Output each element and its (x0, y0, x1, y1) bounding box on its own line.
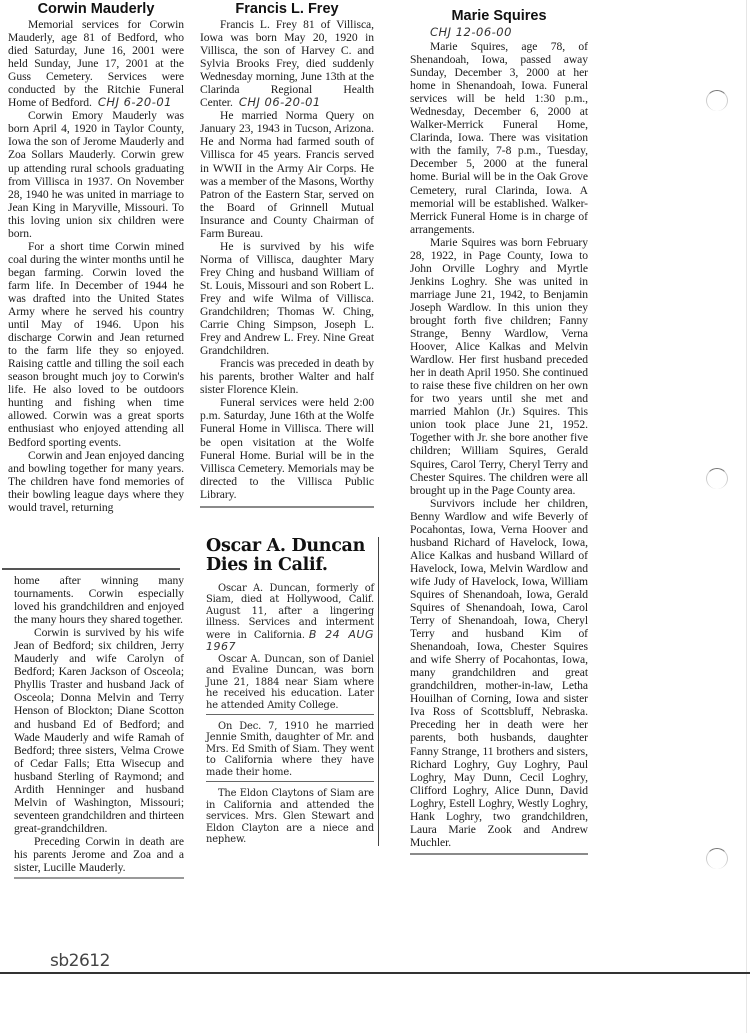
paragraph: He married Norma Query on January 23, 1943 in Tucson, Arizona. He and Norma had farmed south of Villisca for 45 years. Francis served in WWII in the Army Air Corps. He was a member of the Masons, Worthy Patron of the Eastern Star, served on the Board of Grinnell Mutual Insurance and County Chairman of Farm Bureau. (200, 109, 374, 240)
paragraph: Corwin Emory Mauderly was born April 4, 1920 in Taylor County, Iowa the son of Jerome Mauderly and Zoa Sollars Mauderly. Corwin grew up attending rural schools graduating from Villisca in 1937. On November 28, 1940 he was united in marriage to Jean King in Maryville, Missouri. To this loving union six children were born. (8, 109, 184, 240)
page-edge (746, 0, 747, 1033)
paragraph: Corwin and Jean enjoyed dancing and bowling together for many years. The children have fond memories of their bowling league days where they would travel, returning (8, 448, 184, 514)
paragraph (200, 18, 374, 109)
divider (206, 714, 374, 715)
paragraph (206, 583, 374, 654)
article-headline (206, 537, 374, 575)
paragraph-text: Memorial services for Corwin Mauderly, age 81 of Bedford, who died Saturday, June 16, 2001 were held Sunday, June 17, 2001 at the Guss Cemetery. Services were conducted by the Ritchie Funeral Home of Bedford. (8, 18, 184, 110)
paragraph: Marie Squires was born February 28, 1922, in Page County, Iowa to John Orville Loghry and Myrtle Jenkins Loghry. She was united in marriage June 21, 1942, to Benjamin Joseph Wardlow. In this union they brought forth five children; Fanny Strange, Benny Wardlow, Verna Hoover, Alice Kalkas and Melvin Wardlow. Her first husband preceded her in death April 1950. She continued to raise these five children on her own for two years until she met and married Mahlon (Jr.) Squires. This union took place June 21, 1952. Together with Jr. she bore another five children; William Squires, Gerald Squires, Carol Terry, Cheryl Terry and Chester Squires. The children were all brought up in the Page County area. (410, 235, 588, 497)
paragraph: home after winning many tournaments. Corwin especially loved his grandchildren and enjoyed the many hours they shared together. (14, 574, 184, 627)
obituary-title: Corwin Mauderly (37, 1, 155, 17)
headline-line: Dies in Calif. (206, 555, 328, 575)
paragraph-text: Oscar A. Duncan, formerly of Siam, died at Hollywood, Calif. August 11, after a lingering illness. Services and interment were in California. (206, 583, 374, 641)
paragraph: The Eldon Claytons of Siam are in California and attended the services. Mrs. Glen Stewart and Eldon Clayton are a niece and nephew. (206, 788, 374, 846)
paragraph: Corwin is survived by his wife Jean of Bedford; six children, Jerry Mauderly and wife Carolyn of Bedford; Karen Jackson of Osceola; Phyllis Traster and husband Jack of Osceola; Donna Melvin and Terry Henson of Blockton; Diane Scotton and husband Ed of Bedford; and Wade Mauderly and wife Ramah of Bedford; three sisters, Velma Crowe of Cedar Falls; Etta Wisecup and husband Sterling of Raymond; and Ardith Henninger and husband Melvin of Washington, Missouri; seventeen grandchildren and thirteen great-grandchildren. (14, 626, 184, 835)
obituary-corwin-mauderly-continued (14, 574, 184, 877)
handwritten-date-note: CHJ 6-20-01 (97, 95, 172, 110)
handwritten-date-note: B 24 AUG 1967 (206, 627, 375, 654)
paragraph: Francis was preceded in death by his parents, brother Walter and half sister Florence Klein. (200, 357, 374, 397)
paragraph: Survivors include her children, Benny Wardlow and wife Beverly of Pocahontas, Iowa, Verna Hoover and husband Richard of Havelock, Iowa, Alice Kalkas and husband Willard of Havelock, Iowa, Melvin Wardlow and wife Judy of Havelock, Iowa, William Squires of Shenandoah, Iowa, Gerald Squires of Shenandoah, Iowa, Carol Terry of Shenandoah, Iowa, Cheryl Terry and husband Kim of Shenandoah, Iowa, Chester Squires and wife Sherry of Pocahontas, Iowa, many grandchildren and great grandchildren, mother-in-law, Letha Houilhan of Corning, Iowa and sister Iva Ross of Scottsbluff, Nebraska. Preceding her in death were her parents, both husbands, daughter Fanny Strange, 11 brothers and sisters, Richard Loghry, Guy Loghry, Paul Loghry, May Dunn, Cecil Loghry, Clifford Loghry, Alice Dunn, David Loghry, Estell Loghry, Westly Loghry, Hank Loghry, two grandchildren, Laura Marie Zook and Andrew Muchler. (410, 496, 588, 849)
paragraph: For a short time Corwin mined coal during the winter months until he began farming. Corwin loved the farm life. In December of 1944 he was drafted into the United States Army where he served his country until May of 1946. Upon his discharge Corwin and Jean returned to the farm life they so enjoyed. Raising cattle and tilling the soil each season brought much joy to Corwin's life. He also loved to be outdoors hunting and fishing when time allowed. Corwin was a great sports enthusiast who enjoyed attending all Bedford sporting events. (8, 239, 184, 449)
handwritten-date-note: CHJ 12-06-00 (430, 25, 512, 39)
obituary-marie-squires (410, 8, 588, 853)
obituary-title: Francis L. Frey (235, 1, 339, 17)
page-bottom-edge (0, 972, 750, 974)
article-oscar-duncan (206, 537, 379, 846)
paragraph: Marie Squires, age 78, of Shenandoah, Iowa, passed away Sunday, December 3, 2000 at her home in Shenandoah, Iowa. Funeral services will be held 1:30 p.m., Wednesday, December 6, 2000 at Walker-Merrick Funeral Home, Clarinda, Iowa. There was visitation with the family, 7-8 p.m., Tuesday, December 5, 2000 at the funeral home. Burial will be in the Oak Grove Cemetery, rural Clarinda, Iowa. A memorial will be established. Walker-Merrick Funeral Home is in charge of arrangements. (410, 40, 588, 236)
headline-line: Oscar A. Duncan (206, 536, 366, 556)
handwritten-page-number: sb2612 (50, 951, 110, 971)
paragraph-text: Francis L. Frey 81 of Villisca, Iowa was born May 20, 1920 in Villisca, the son of Harvey C. and Sylvia Brooks Frey, died suddenly Wednesday morning, June 13th at the Clarinda Regional Health Center. (200, 18, 374, 110)
paragraph: Oscar A. Duncan, son of Daniel and Evaline Duncan, was born June 21, 1884 near Siam where he received his education. Later he attended Amity College. (206, 653, 374, 711)
clipping-edge (2, 568, 180, 570)
paragraph: Funeral services were held 2:00 p.m. Saturday, June 16th at the Wolfe Funeral Home in Villisca. There will be open visitation at the Wolfe Funeral Home. Burial will be in the Villisca Cemetery. Memorials may be directed to the Villisca Public Library. (200, 396, 374, 501)
divider (206, 781, 374, 782)
paragraph (8, 18, 184, 109)
punch-hole-mark (706, 848, 728, 869)
paragraph: Preceding Corwin in death are his parents Jerome and Zoa and a sister, Lucille Mauderly. (14, 834, 184, 875)
paragraph: He is survived by his wife Norma of Villisca, daughter Mary Frey Ching and husband William of St. Louis, Missouri and son Robert L. Frey and wife Wilma of Villisca. Grandchildren; Thomas W. Ching, Carrie Ching Simpson, Joseph L. Frey and Andrew L. Frey. Nine Great Grandchildren. (200, 239, 374, 358)
punch-hole-mark (706, 468, 728, 489)
handwritten-date-note: CHJ 06-20-01 (238, 95, 321, 110)
obituary-francis-frey (200, 1, 374, 506)
obituary-corwin-mauderly (8, 1, 184, 514)
obituary-title: Marie Squires (451, 8, 547, 24)
punch-hole-mark (706, 90, 728, 111)
paragraph: On Dec. 7, 1910 he married Jennie Smith, daughter of Mr. and Mrs. Ed Smith of Siam. They went to California where they have made their home. (206, 720, 374, 778)
